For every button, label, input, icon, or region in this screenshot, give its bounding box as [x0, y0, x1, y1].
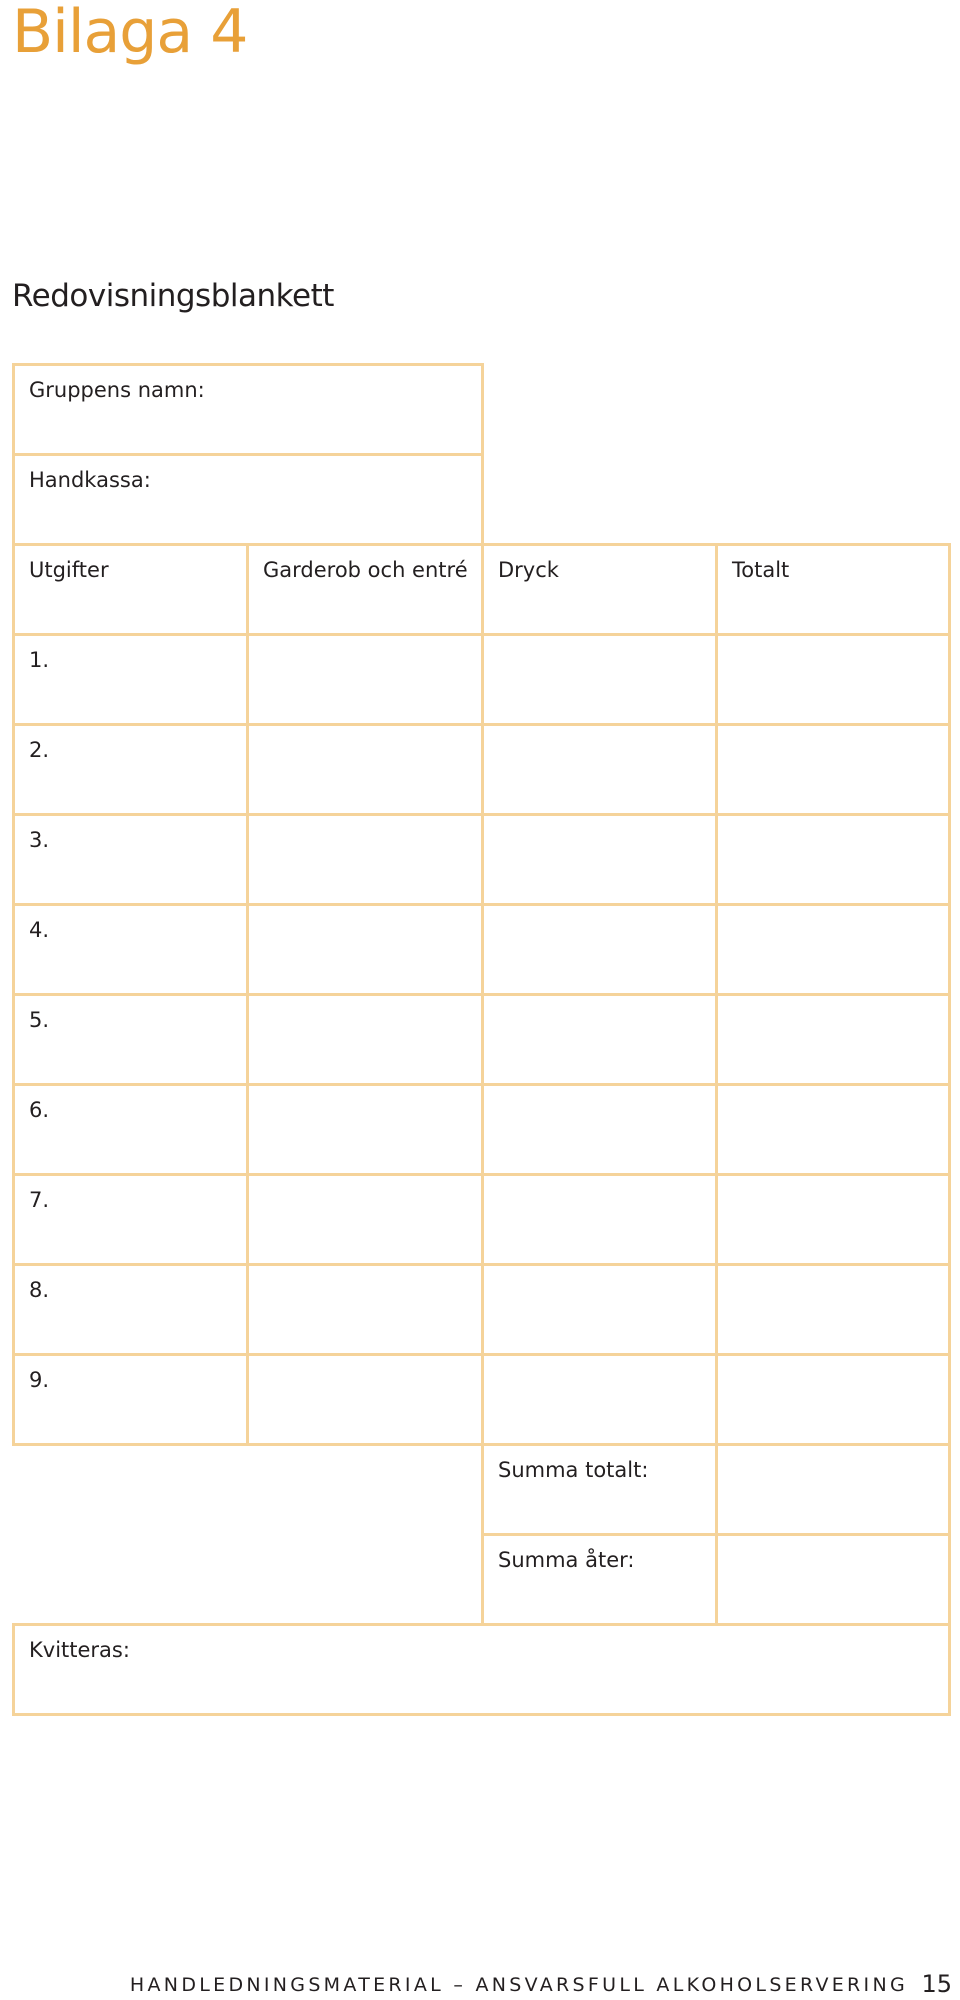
page-number: 15 — [921, 1970, 952, 1998]
row-number: 7. — [29, 1188, 50, 1212]
grid-line — [948, 543, 951, 1626]
row-number: 1. — [29, 648, 50, 672]
report-form — [12, 363, 951, 1714]
grid-line — [246, 543, 249, 1446]
group-name-label: Gruppens namn: — [29, 378, 205, 402]
appendix-title: Bilaga 4 — [12, 0, 248, 67]
column-header-expenses: Utgifter — [29, 558, 109, 582]
grid-line — [12, 363, 484, 366]
row-number: 6. — [29, 1098, 50, 1122]
row-number: 5. — [29, 1008, 50, 1032]
row-number: 2. — [29, 738, 50, 762]
row-number: 4. — [29, 918, 50, 942]
grid-line — [715, 543, 718, 1626]
grid-line — [12, 363, 15, 1446]
column-header-total: Totalt — [732, 558, 790, 582]
row-number: 9. — [29, 1368, 50, 1392]
form-title: Redovisningsblankett — [12, 278, 334, 314]
row-number: 8. — [29, 1278, 50, 1302]
grid-line — [12, 1623, 15, 1716]
grid-line — [948, 1623, 951, 1716]
sum-back-label: Summa åter: — [498, 1548, 635, 1572]
column-header-cloakroom-entrance: Garderob och entré — [263, 558, 468, 582]
column-header-drinks: Dryck — [498, 558, 559, 582]
grid-line — [481, 363, 484, 546]
grid-line — [12, 453, 484, 456]
petty-cash-label: Handkassa: — [29, 468, 151, 492]
row-number: 3. — [29, 828, 50, 852]
grid-line — [12, 1713, 951, 1716]
grid-line — [481, 543, 484, 1626]
signed-label: Kvitteras: — [29, 1638, 130, 1662]
sum-total-label: Summa totalt: — [498, 1458, 649, 1482]
footer-title: HANDLEDNINGSMATERIAL – ANSVARSFULL ALKOHOLSERVERING — [129, 1974, 908, 1996]
